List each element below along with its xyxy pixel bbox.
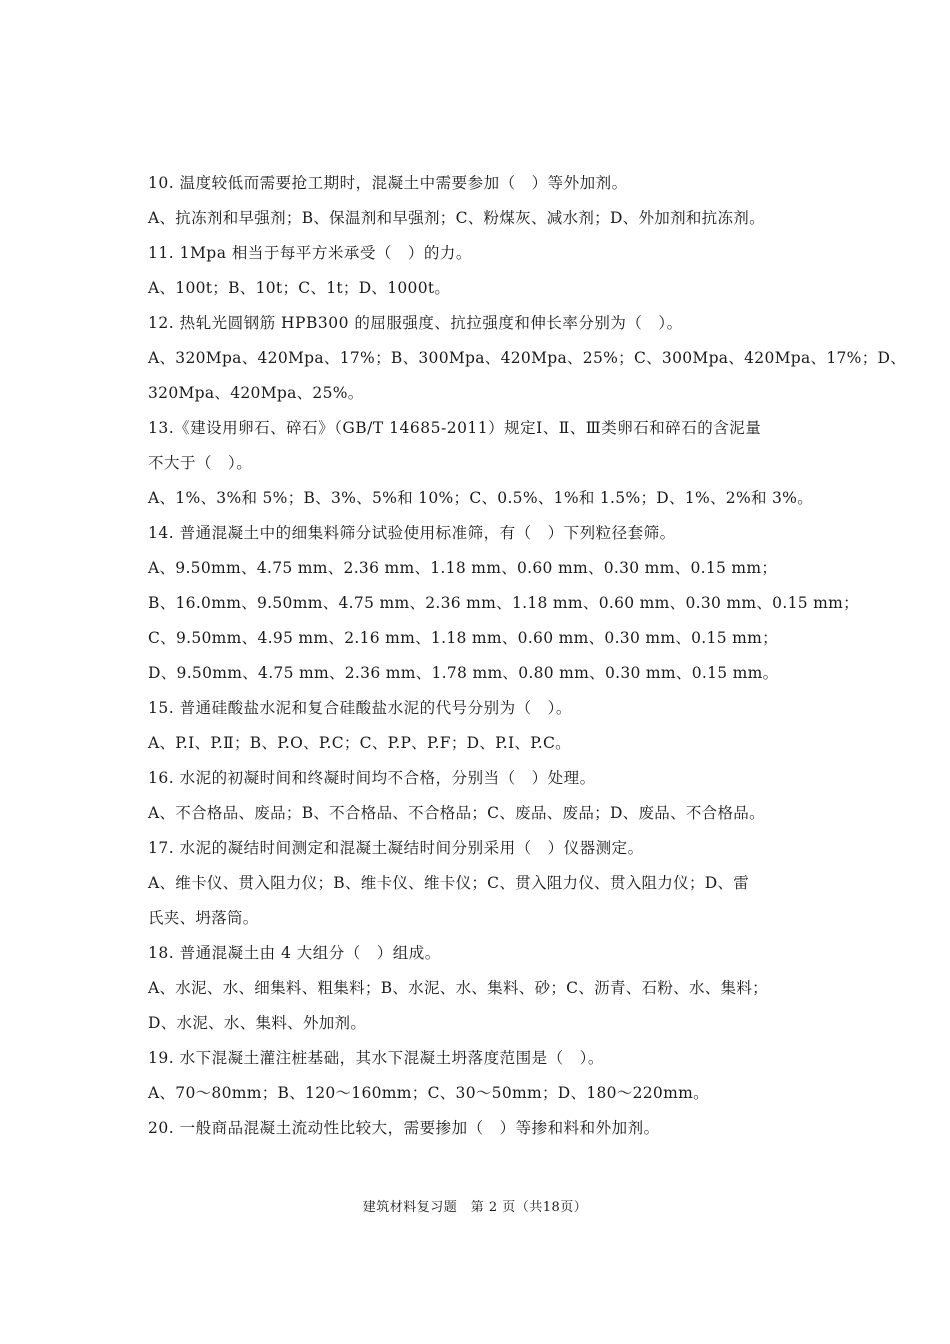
question-11-options: A、100t；B、10t；C、1t；D、1000t。 bbox=[148, 279, 451, 297]
question-13-cont: 不大于（ ）。 bbox=[148, 454, 253, 472]
question-17-options-cont: 氏夹、坍落筒。 bbox=[148, 909, 259, 927]
question-16: 16. 水泥的初凝时间和终凝时间均不合格，分别当（ ）处理。 bbox=[148, 769, 596, 787]
question-19-options: A、70～80mm；B、120～160mm；C、30～50mm；D、180～220mm。 bbox=[148, 1084, 709, 1102]
question-10: 10. 温度较低而需要抢工期时，混凝土中需要参加（ ）等外加剂。 bbox=[148, 174, 628, 192]
question-10-options: A、抗冻剂和早强剂；B、保温剂和早强剂；C、粉煤灰、减水剂；D、外加剂和抗冻剂。 bbox=[148, 209, 765, 227]
page-footer: 建筑材料复习题 第 2 页（共18页） bbox=[362, 1200, 588, 1215]
question-14: 14. 普通混凝土中的细集料筛分试验使用标准筛，有（ ）下列粒径套筛。 bbox=[148, 524, 676, 542]
question-20: 20. 一般商品混凝土流动性比较大，需要掺加（ ）等掺和料和外加剂。 bbox=[148, 1119, 660, 1137]
question-13: 13.《建设用卵石、碎石》（GB/T 14685-2011）规定Ⅰ、Ⅱ、Ⅲ类卵石和碎石的含泥量 bbox=[148, 419, 762, 437]
question-15-options: A、P.Ⅰ、P.Ⅱ；B、P.O、P.C；C、P.P、P.F；D、P.Ⅰ、P.C。 bbox=[148, 734, 571, 752]
question-14-option-c: C、9.50mm、4.95 mm、2.16 mm、1.18 mm、0.60 mm、0.30 mm、0.15 mm； bbox=[148, 629, 778, 647]
question-17-options: A、维卡仪、贯入阻力仪；B、维卡仪、维卡仪；C、贯入阻力仪、贯入阻力仪；D、雷 bbox=[148, 874, 750, 892]
question-18-options: A、水泥、水、细集料、粗集料；B、水泥、水、集料、砂；C、沥青、石粉、水、集料； bbox=[148, 979, 768, 997]
question-19: 19. 水下混凝土灌注桩基础，其水下混凝土坍落度范围是（ ）。 bbox=[148, 1049, 604, 1067]
question-list bbox=[148, 166, 907, 1146]
question-12: 12. 热轧光圆钢筋 HPB300 的屈服强度、抗拉强度和伸长率分别为（ ）。 bbox=[148, 314, 683, 332]
question-16-options: A、不合格品、废品；B、不合格品、不合格品；C、废品、废品；D、废品、不合格品。 bbox=[148, 804, 765, 822]
question-18-options-cont: D、水泥、水、集料、外加剂。 bbox=[148, 1014, 367, 1032]
question-14-option-b: B、16.0mm、9.50mm、4.75 mm、2.36 mm、1.18 mm、0.60 mm、0.30 mm、0.15 mm； bbox=[148, 594, 859, 612]
question-11: 11. 1Mpa 相当于每平方米承受（ ）的力。 bbox=[148, 244, 472, 262]
question-15: 15. 普通硅酸盐水泥和复合硅酸盐水泥的代号分别为（ ）。 bbox=[148, 699, 572, 717]
question-14-option-a: A、9.50mm、4.75 mm、2.36 mm、1.18 mm、0.60 mm、0.30 mm、0.15 mm； bbox=[148, 559, 778, 577]
question-13-options: A、1%、3%和 5%；B、3%、5%和 10%；C、0.5%、1%和 1.5%；D、1%、2%和 3%。 bbox=[148, 489, 813, 507]
question-12-options: A、320Mpa、420Mpa、17%；B、300Mpa、420Mpa、25%；C、300Mpa、420Mpa、17%；D、 bbox=[148, 349, 907, 367]
question-12-options-cont: 320Mpa、420Mpa、25%。 bbox=[148, 384, 364, 402]
question-14-option-d: D、9.50mm、4.75 mm、2.36 mm、1.78 mm、0.80 mm、0.30 mm、0.15 mm。 bbox=[148, 664, 779, 682]
question-18: 18. 普通混凝土由 4 大组分（ ）组成。 bbox=[148, 944, 441, 962]
question-17: 17. 水泥的凝结时间测定和混凝土凝结时间分别采用（ ）仪器测定。 bbox=[148, 839, 644, 857]
